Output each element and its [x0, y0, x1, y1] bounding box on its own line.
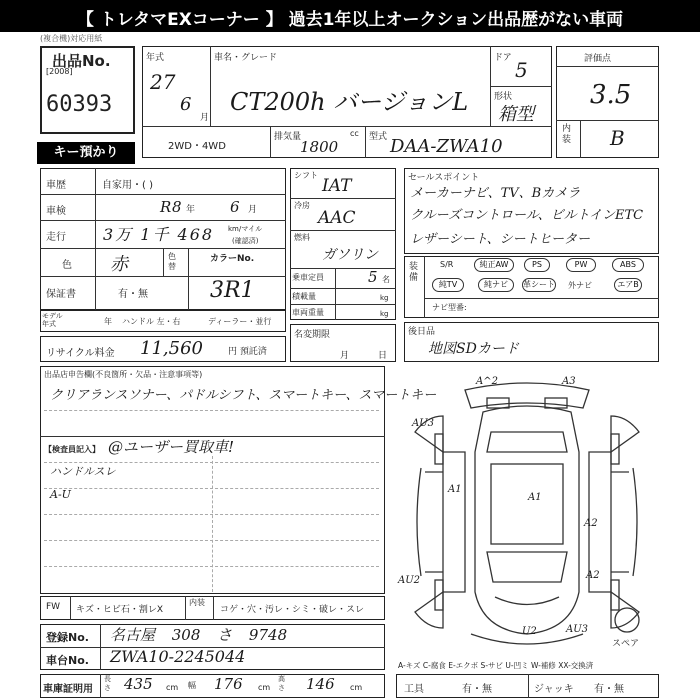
- year-label: 年式: [146, 53, 165, 63]
- model-label: 型式: [369, 132, 388, 142]
- fuel-label: 燃料: [294, 233, 310, 242]
- damage-mark-9: U2: [522, 626, 537, 637]
- name-label: 車名・グレード: [214, 53, 278, 63]
- jack-value: 有・無: [594, 684, 624, 695]
- cert-l-value: 435: [124, 675, 153, 693]
- fw-value: キズ・ヒビ石・割レX: [76, 605, 163, 615]
- color-no-value: 3R1: [210, 278, 255, 303]
- capacity-unit: 名: [382, 275, 390, 284]
- name-change-month: 月: [340, 351, 350, 361]
- sales-line-1: メーカーナビ、TV、Bカメラ: [410, 186, 581, 201]
- car-name-value: CT200h バージョンL: [230, 88, 469, 116]
- equip-aw: 純正AW: [474, 258, 514, 272]
- equip-ext-navi: 外ナビ: [568, 281, 592, 290]
- doors-value: 5: [515, 58, 528, 82]
- cert-l-label: 長さ: [104, 675, 111, 692]
- fw-label: FW: [46, 602, 61, 612]
- equip-pw: PW: [566, 258, 596, 272]
- equip-leather: 革シート: [522, 278, 556, 292]
- car-damage-diagram: [395, 372, 660, 657]
- history-value: 自家用・( ): [102, 180, 153, 191]
- color-label: 色: [62, 260, 72, 271]
- tools-label: 工具: [404, 684, 424, 695]
- mileage-note: (確認済): [232, 237, 259, 245]
- damage-mark-7: AU2: [398, 575, 421, 586]
- mileage-value: 3万 1千 468: [103, 225, 215, 244]
- cert-h-label: 高さ: [278, 675, 285, 692]
- tools-value: 有・無: [462, 684, 492, 695]
- displacement-unit: cc: [350, 129, 359, 138]
- cert-w-value: 176: [214, 675, 243, 693]
- doors-label: ドア: [494, 53, 512, 63]
- capacity-value: 5: [368, 268, 378, 286]
- sales-label: セールスポイント: [408, 173, 480, 183]
- chassis-value: ZWA10-2245044: [110, 647, 246, 666]
- shift-value: IAT: [322, 176, 352, 196]
- model-value: DAA-ZWA10: [390, 136, 503, 157]
- damage-mark-1: A^2: [476, 376, 498, 387]
- score-value: 3.5: [590, 80, 632, 110]
- post-value: 地図SDカード: [428, 341, 519, 357]
- chassis-label: 車台No.: [46, 654, 89, 667]
- equip-abs: ABS: [612, 258, 644, 272]
- damage-mark-2: A3: [562, 376, 576, 387]
- drive-label: 2WD・4WD: [168, 141, 226, 152]
- inspection-label: 車検: [46, 206, 66, 217]
- equip-navi: 純ナビ: [478, 278, 514, 292]
- warranty-label: 保証書: [46, 289, 76, 300]
- interior-label: 内装: [562, 124, 572, 145]
- score-label: 評価点: [584, 54, 612, 64]
- damage-mark-6: A2: [584, 518, 598, 529]
- history-label: 車歴: [46, 180, 66, 191]
- sales-line-2: クルーズコントロール、ビルトインETC: [410, 208, 644, 223]
- fuel-value: ガソリン: [322, 247, 378, 263]
- equip-airbag: エアB: [614, 278, 642, 292]
- warranty-value: 有・無: [118, 289, 148, 300]
- cert-w-unit: cm: [258, 683, 271, 692]
- color-no-label: カラーNo.: [210, 254, 255, 264]
- inspection-year-unit: 年: [186, 205, 196, 215]
- recycle-label: リサイクル料金: [46, 348, 115, 359]
- shape-label: 形状: [494, 92, 513, 102]
- inspector-headline: @ユーザー買取車!: [108, 438, 235, 456]
- reg-value: 名古屋 308 さ 9748: [110, 626, 288, 644]
- inspection-month: 6: [230, 198, 240, 216]
- load-label: 積載量: [292, 292, 316, 301]
- top-cut-text: (複合機)対応用紙: [40, 34, 103, 43]
- cert-h-value: 146: [306, 675, 335, 693]
- weight-unit: kg: [380, 310, 389, 318]
- cert-label: 車庫証明用: [43, 684, 93, 695]
- lot-label: 出品No.: [52, 52, 111, 70]
- cert-l-unit: cm: [166, 683, 179, 692]
- aircon-label: 冷房: [294, 201, 310, 210]
- equip-navi-model: ナビ型番:: [432, 303, 467, 312]
- recycle-unit: 円 預託済: [228, 347, 267, 357]
- lot-number: 60393: [46, 92, 113, 117]
- color-value: 赤: [110, 254, 128, 275]
- displacement-value: 1800: [300, 138, 339, 156]
- damage-mark-4: A1: [448, 484, 462, 495]
- header-banner-text: 【 トレタマEXコーナー 】 過去1年以上オークション出品歴がない車両: [76, 10, 624, 30]
- equip-sr: S/R: [440, 260, 454, 269]
- shift-label: シフト: [294, 171, 318, 180]
- interior-cond-label: 内装: [189, 598, 205, 607]
- interior-value: B: [610, 126, 625, 150]
- capacity-label: 乗車定員: [292, 273, 324, 282]
- reg-label: 登録No.: [46, 631, 89, 644]
- cert-w-label: 幅: [188, 681, 196, 690]
- equip-ps: PS: [524, 258, 550, 272]
- aircon-value: AAC: [318, 208, 356, 228]
- post-label: 後日品: [408, 327, 436, 337]
- equip-tv: 純TV: [432, 278, 464, 292]
- cert-h-unit: cm: [350, 683, 363, 692]
- mileage-label: 走行: [46, 232, 66, 243]
- inspector-label: 【検査員記入】: [44, 445, 100, 454]
- inspector-line-2: A-U: [50, 488, 71, 501]
- model-row-dealer: ディーラー・並行: [208, 317, 272, 326]
- inspection-era: R: [160, 198, 172, 216]
- inspection-year: 8: [172, 198, 182, 216]
- sales-line-3: レザーシート、シートヒーター: [410, 232, 591, 247]
- model-row-label: モデル年式: [42, 312, 63, 328]
- model-row-handle: ハンドル 左・右: [122, 317, 181, 326]
- damage-mark-5: A1: [528, 492, 542, 503]
- mileage-unit: km/マイル: [228, 225, 263, 233]
- notes-label: 出品店申告欄(不良箇所・欠品・注意事項等): [44, 370, 203, 379]
- inspector-line-1: ハンドルスレ: [50, 465, 116, 478]
- damage-mark-3: AU3: [412, 418, 435, 429]
- model-row-year: 年: [104, 317, 112, 326]
- notes-value: クリアランスソナー、パドルシフト、スマートキー、スマートキー: [50, 388, 437, 403]
- interior-cond-value: コゲ・穴・汚レ・シミ・破レ・スレ: [220, 605, 365, 615]
- displacement-label: 排気量: [274, 132, 302, 142]
- name-change-label: 名変期限: [294, 330, 331, 340]
- lot-stamp: [2008]: [46, 67, 73, 76]
- name-change-day: 日: [378, 351, 388, 361]
- load-unit: kg: [380, 294, 389, 302]
- weight-label: 車両重量: [292, 308, 324, 317]
- recycle-value: 11,560: [140, 338, 203, 359]
- legend-text: A-キズ C-腐食 E-エクボ S-サビ U-凹ミ W-補修 XX-交換済: [398, 661, 594, 670]
- damage-mark-10: AU3: [566, 624, 589, 635]
- year-value: 27: [150, 70, 176, 94]
- key-badge: キー預かり: [37, 142, 135, 164]
- inspection-month-unit: 月: [248, 205, 258, 215]
- jack-label: ジャッキ: [534, 684, 574, 695]
- color-change-label: 色替: [168, 252, 176, 271]
- shape-value: 箱型: [498, 104, 534, 125]
- damage-mark-8: A2: [586, 570, 600, 581]
- spare-label: スペア: [612, 639, 640, 649]
- year-month-unit: 月: [200, 113, 210, 123]
- year-month-value: 6: [180, 94, 192, 115]
- equipment-label: 装備: [409, 262, 419, 283]
